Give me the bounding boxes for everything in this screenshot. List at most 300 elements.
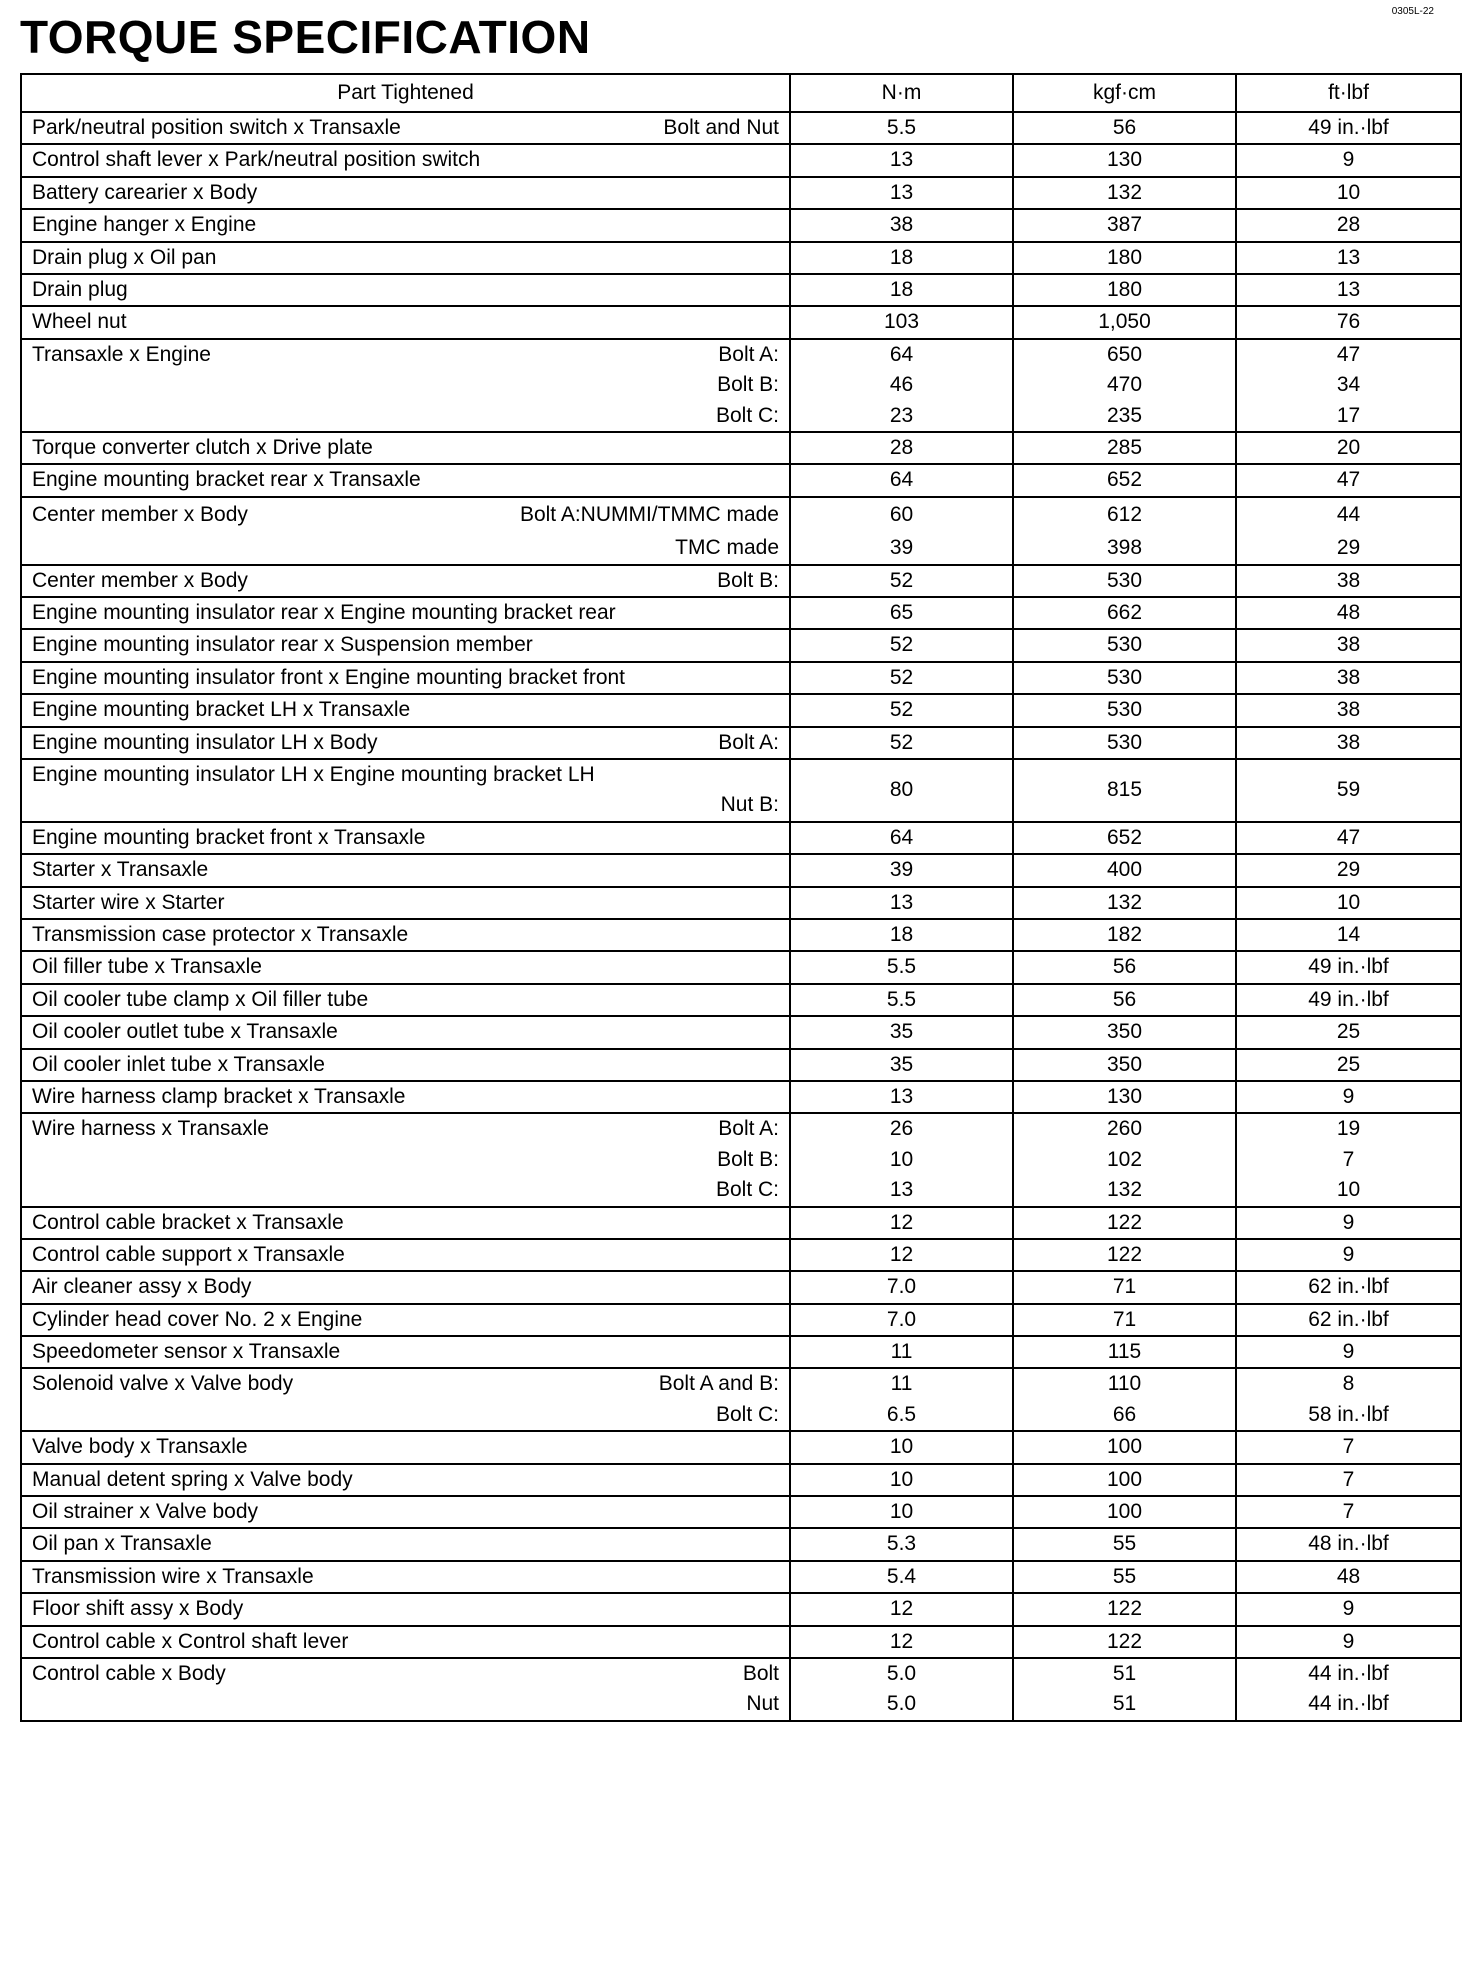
ftlbf-value: 9 [1342,1340,1355,1364]
nm-value: 18 [889,245,914,269]
ft-cell [1236,274,1461,306]
part-cell [21,1626,790,1658]
nm-value: 65 [889,601,914,625]
table-row [21,1016,1461,1048]
kgf-value: 398 [1106,535,1143,559]
kgf-cell [1013,1081,1236,1113]
part-name: Cylinder head cover No. 2 x Engine [32,1307,363,1331]
kgf-value: 102 [1106,1147,1143,1171]
part-cell [21,694,790,726]
part-name: Floor shift assy x Body [32,1597,244,1621]
ftlbf-value: 13 [1336,277,1361,301]
nm-value: 13 [889,180,914,204]
nm-value: 80 [889,778,914,802]
kgf-value: 180 [1106,245,1143,269]
fastener-label: Bolt A:NUMMI/TMMC made [519,502,779,526]
ft-cell [1236,984,1461,1016]
document-code: 0305L-22 [1391,6,1434,17]
part-cell [21,1496,790,1528]
part-name: Wire harness clamp bracket x Transaxle [32,1084,406,1108]
nm-value: 12 [889,1242,914,1266]
nm-cell [790,1626,1013,1658]
nm-cell [790,274,1013,306]
ftlbf-value: 29 [1336,535,1361,559]
table-row [21,662,1461,694]
ft-cell [1236,854,1461,886]
table-row [21,951,1461,983]
part-name: Engine mounting insulator rear x Suspension member [32,633,533,657]
kgf-value: 180 [1106,277,1143,301]
table-row [21,1431,1461,1463]
ft-cell [1236,1304,1461,1336]
part-cell [21,854,790,886]
table-row [21,1626,1461,1658]
nm-cell [790,597,1013,629]
table-row [21,597,1461,629]
kgf-value: 100 [1106,1500,1143,1524]
nm-cell [790,822,1013,854]
part-cell [21,209,790,241]
kgf-value: 56 [1112,116,1137,139]
nm-value: 64 [889,825,914,849]
ftlbf-value: 8 [1342,1372,1355,1396]
kgf-value: 530 [1106,730,1143,754]
nm-cell [790,1368,1013,1431]
table-body [21,112,1461,1721]
nm-value: 5.5 [886,955,917,979]
kgf-value: 51 [1112,1692,1137,1716]
nm-cell [790,1207,1013,1239]
kgf-value: 612 [1106,502,1143,526]
ftlbf-value: 62 in.·lbf [1308,1275,1389,1299]
kgf-cell [1013,565,1236,597]
part-cell [21,1113,790,1206]
fastener-label: Bolt B: [717,1147,779,1171]
ft-cell [1236,1049,1461,1081]
part-cell [21,662,790,694]
kgf-value: 285 [1106,435,1143,459]
nm-cell [790,984,1013,1016]
kgf-cell [1013,274,1236,306]
part-cell [21,887,790,919]
part-cell [21,306,790,338]
table-row [21,339,1461,432]
kgf-value: 122 [1106,1629,1143,1653]
ft-cell [1236,759,1461,822]
part-cell [21,1081,790,1113]
ftlbf-value: 20 [1336,435,1361,459]
part-name: Center member x Body [32,568,248,592]
part-cell [21,432,790,464]
ftlbf-value: 38 [1336,665,1361,689]
kgf-value: 815 [1106,778,1143,802]
table-row [21,1081,1461,1113]
ftlbf-value: 34 [1336,373,1361,397]
ftlbf-value: 17 [1336,403,1361,427]
part-cell [21,822,790,854]
ft-cell [1236,727,1461,759]
ftlbf-value: 44 in.·lbf [1308,1661,1389,1685]
nm-value: 35 [889,1020,914,1044]
nm-cell [790,144,1013,176]
nm-cell [790,1658,1013,1721]
kgf-cell [1013,1431,1236,1463]
kgf-cell [1013,177,1236,209]
ft-cell [1236,339,1461,432]
part-name: Engine mounting bracket rear x Transaxle [32,468,421,492]
part-name: Engine mounting insulator LH x Body [32,730,378,754]
header-part: Part Tightened [21,74,790,112]
ftlbf-value: 49 in.·lbf [1308,955,1389,979]
ft-cell [1236,497,1461,565]
nm-value: 5.0 [886,1661,917,1685]
table-row [21,144,1461,176]
ft-cell [1236,209,1461,241]
kgf-cell [1013,1239,1236,1271]
kgf-cell [1013,854,1236,886]
kgf-value: 66 [1112,1402,1137,1426]
part-cell [21,1431,790,1463]
nm-value: 52 [889,698,914,722]
kgf-value: 100 [1106,1435,1143,1459]
ftlbf-value: 19 [1336,1117,1361,1141]
part-name: Oil cooler inlet tube x Transaxle [32,1052,325,1076]
nm-value: 39 [889,858,914,882]
kgf-value: 652 [1106,825,1143,849]
part-name: Oil cooler outlet tube x Transaxle [32,1020,338,1044]
ft-cell [1236,629,1461,661]
nm-value: 103 [883,310,920,334]
kgf-cell [1013,727,1236,759]
nm-cell [790,242,1013,274]
nm-cell [790,464,1013,496]
header-nm: N·m [790,74,1013,112]
kgf-value: 51 [1112,1661,1137,1685]
part-cell [21,759,790,822]
kgf-value: 56 [1112,987,1137,1011]
ft-cell [1236,464,1461,496]
kgf-value: 122 [1106,1597,1143,1621]
kgf-cell [1013,759,1236,822]
ft-cell [1236,242,1461,274]
part-cell [21,565,790,597]
part-name: Control cable bracket x Transaxle [32,1210,344,1234]
table-row [21,1561,1461,1593]
nm-cell [790,112,1013,144]
fastener-label: Bolt B: [717,373,779,397]
kgf-cell [1013,432,1236,464]
ftlbf-value: 44 in.·lbf [1308,1692,1389,1716]
kgf-cell [1013,984,1236,1016]
kgf-cell [1013,306,1236,338]
ftlbf-value: 38 [1336,730,1361,754]
part-cell [21,727,790,759]
ftlbf-value: 25 [1336,1020,1361,1044]
nm-cell [790,1304,1013,1336]
table-row [21,629,1461,661]
table-row [21,242,1461,274]
ft-cell [1236,1496,1461,1528]
part-cell [21,1271,790,1303]
part-cell [21,177,790,209]
kgf-value: 652 [1106,468,1143,492]
page-title: TORQUE SPECIFICATION [20,11,591,63]
kgf-value: 260 [1106,1117,1143,1141]
kgf-cell [1013,1464,1236,1496]
nm-value: 26 [889,1117,914,1141]
ft-cell [1236,662,1461,694]
header-ft: ft·lbf [1236,74,1461,112]
table-row [21,497,1461,565]
kgf-cell [1013,242,1236,274]
part-name: Engine hanger x Engine [32,213,257,237]
kgf-value: 662 [1106,601,1143,625]
part-cell [21,984,790,1016]
nm-cell [790,854,1013,886]
torque-table [20,73,1462,1722]
part-cell [21,1016,790,1048]
part-cell [21,497,790,565]
kgf-cell [1013,1336,1236,1368]
kgf-cell [1013,1561,1236,1593]
part-name: Engine mounting bracket front x Transaxle [32,825,426,849]
table-row [21,919,1461,951]
nm-cell [790,887,1013,919]
nm-cell [790,1239,1013,1271]
ft-cell [1236,1368,1461,1431]
ftlbf-value: 9 [1342,148,1355,172]
kgf-cell [1013,1496,1236,1528]
ftlbf-value: 48 in.·lbf [1308,1532,1389,1556]
table-row [21,854,1461,886]
table-row [21,1304,1461,1336]
nm-value: 52 [889,665,914,689]
nm-value: 39 [889,535,914,559]
nm-cell [790,629,1013,661]
part-cell [21,1593,790,1625]
nm-value: 13 [889,148,914,172]
nm-value: 11 [890,1372,913,1396]
part-name: Drain plug x Oil pan [32,245,217,269]
nm-cell [790,1016,1013,1048]
table-row [21,822,1461,854]
nm-cell [790,1336,1013,1368]
table-row [21,1336,1461,1368]
nm-value: 7.0 [886,1307,917,1331]
nm-cell [790,306,1013,338]
kgf-cell [1013,144,1236,176]
ftlbf-value: 62 in.·lbf [1308,1307,1389,1331]
part-name: Starter x Transaxle [32,858,209,882]
kgf-cell [1013,497,1236,565]
part-cell [21,274,790,306]
nm-value: 52 [889,633,914,657]
kgf-value: 122 [1106,1242,1143,1266]
table-row [21,727,1461,759]
ft-cell [1236,565,1461,597]
nm-cell [790,1113,1013,1206]
table-row [21,1368,1461,1431]
fastener-label: Nut B: [720,793,779,817]
ftlbf-value: 49 in.·lbf [1308,987,1389,1011]
nm-cell [790,1271,1013,1303]
kgf-value: 387 [1106,213,1143,237]
kgf-cell [1013,1016,1236,1048]
part-cell [21,1304,790,1336]
kgf-cell [1013,1593,1236,1625]
table-row [21,984,1461,1016]
table-row [21,112,1461,144]
ft-cell [1236,822,1461,854]
ftlbf-value: 38 [1336,568,1361,592]
kgf-value: 132 [1106,180,1143,204]
part-name: Battery carearier x Body [32,180,258,204]
nm-value: 6.5 [886,1402,917,1426]
nm-value: 11 [890,1340,913,1364]
nm-value: 10 [889,1467,914,1491]
ft-cell [1236,1239,1461,1271]
ftlbf-value: 9 [1342,1629,1355,1653]
ftlbf-value: 9 [1342,1210,1355,1234]
nm-cell [790,1528,1013,1560]
part-name: Starter wire x Starter [32,890,225,914]
nm-cell [790,1431,1013,1463]
kgf-cell [1013,662,1236,694]
ftlbf-value: 9 [1342,1084,1355,1108]
part-name: Drain plug [32,277,128,301]
nm-value: 12 [889,1210,914,1234]
ftlbf-value: 10 [1336,890,1361,914]
kgf-cell [1013,694,1236,726]
kgf-value: 470 [1106,373,1143,397]
nm-cell [790,432,1013,464]
kgf-value: 235 [1106,403,1143,427]
nm-cell [790,694,1013,726]
nm-value: 7.0 [886,1275,917,1299]
nm-value: 18 [889,922,914,946]
part-name: Oil pan x Transaxle [32,1532,212,1556]
nm-value: 18 [889,277,914,301]
part-cell [21,1464,790,1496]
kgf-value: 530 [1106,568,1143,592]
nm-cell [790,1049,1013,1081]
nm-value: 5.3 [886,1532,917,1556]
kgf-cell [1013,1528,1236,1560]
table-row [21,1528,1461,1560]
ftlbf-value: 29 [1336,858,1361,882]
ft-cell [1236,1593,1461,1625]
ftlbf-value: 7 [1342,1435,1355,1459]
ftlbf-value: 58 in.·lbf [1308,1402,1389,1426]
nm-value: 52 [889,730,914,754]
ft-cell [1236,1081,1461,1113]
ft-cell [1236,919,1461,951]
nm-value: 5.5 [886,116,917,139]
table-row [21,177,1461,209]
kgf-value: 130 [1106,148,1143,172]
fastener-label: Bolt [742,1661,779,1685]
ftlbf-value: 7 [1342,1147,1355,1171]
part-cell [21,1049,790,1081]
table-row [21,887,1461,919]
ft-cell [1236,1431,1461,1463]
part-cell [21,919,790,951]
part-name: Control cable x Body [32,1661,226,1685]
nm-cell [790,1593,1013,1625]
ftlbf-value: 14 [1336,922,1361,946]
table-row [21,1658,1461,1721]
table-row [21,464,1461,496]
ft-cell [1236,144,1461,176]
part-cell [21,464,790,496]
part-name: Control cable x Control shaft lever [32,1629,349,1653]
ftlbf-value: 76 [1336,310,1361,334]
ftlbf-value: 7 [1342,1500,1355,1524]
nm-value: 46 [889,373,914,397]
nm-cell [790,1561,1013,1593]
ft-cell [1236,1207,1461,1239]
kgf-value: 530 [1106,665,1143,689]
ftlbf-value: 9 [1342,1242,1355,1266]
kgf-value: 122 [1106,1210,1143,1234]
nm-value: 10 [889,1500,914,1524]
nm-value: 10 [889,1435,914,1459]
ft-cell [1236,1113,1461,1206]
part-name: Engine mounting bracket LH x Transaxle [32,698,411,722]
table-row [21,759,1461,822]
part-cell [21,1561,790,1593]
fastener-label: Bolt A: [718,730,779,754]
nm-value: 5.4 [886,1564,917,1588]
ft-cell [1236,1626,1461,1658]
table-row [21,565,1461,597]
kgf-cell [1013,822,1236,854]
kgf-cell [1013,951,1236,983]
ft-cell [1236,1561,1461,1593]
ftlbf-value: 10 [1336,180,1361,204]
table-header-row [21,74,1461,112]
fastener-label: TMC made [675,535,779,559]
part-name: Oil strainer x Valve body [32,1500,259,1524]
kgf-value: 530 [1106,698,1143,722]
nm-value: 52 [889,568,914,592]
ftlbf-value: 49 in.·lbf [1308,116,1389,139]
kgf-cell [1013,339,1236,432]
nm-value: 28 [889,435,914,459]
ftlbf-value: 48 [1336,601,1361,625]
table-row [21,1271,1461,1303]
ft-cell [1236,432,1461,464]
kgf-value: 55 [1112,1564,1137,1588]
part-name: Transmission case protector x Transaxle [32,922,409,946]
table-row [21,1113,1461,1206]
part-name: Valve body x Transaxle [32,1435,248,1459]
part-cell [21,1368,790,1431]
nm-value: 13 [889,1084,914,1108]
kgf-cell [1013,1658,1236,1721]
ft-cell [1236,1016,1461,1048]
nm-cell [790,662,1013,694]
kgf-cell [1013,1271,1236,1303]
kgf-value: 71 [1112,1307,1137,1331]
kgf-cell [1013,887,1236,919]
nm-cell [790,1496,1013,1528]
part-name: Transaxle x Engine [32,342,211,366]
part-name: Speedometer sensor x Transaxle [32,1340,341,1364]
ftlbf-value: 59 [1336,778,1361,802]
part-name: Air cleaner assy x Body [32,1275,252,1299]
part-name: Engine mounting insulator rear x Engine mounting bracket rear [32,601,616,625]
